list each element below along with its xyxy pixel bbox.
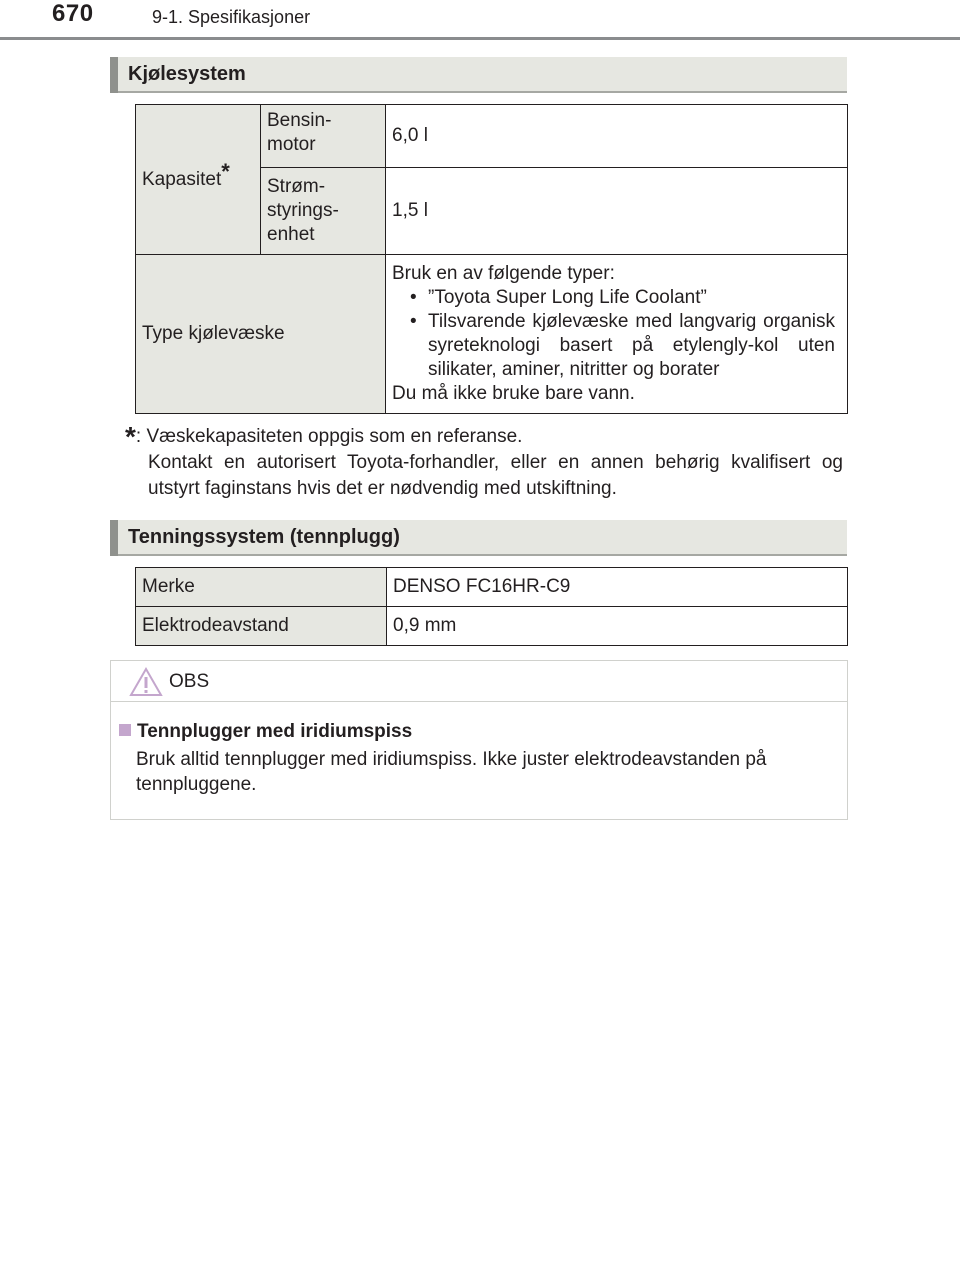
ignition-label-cell: Merke — [136, 568, 387, 607]
ignition-value-cell: 0,9 mm — [387, 607, 848, 646]
pcu-value-cell: 1,5 l — [386, 168, 848, 255]
table-row — [136, 568, 848, 607]
list-item: • ”Toyota Super Long Life Coolant” — [392, 286, 835, 310]
ignition-value-cell: DENSO FC16HR-C9 — [387, 568, 848, 607]
square-bullet-icon — [119, 724, 131, 736]
page-number: 670 — [52, 0, 94, 27]
cooling-section-title: Kjølesystem — [128, 63, 246, 85]
coolant-intro: Bruk en av følgende typer: — [392, 263, 615, 284]
capacity-asterisk: * — [221, 158, 230, 184]
ignition-spec-table — [135, 567, 848, 646]
page-header — [0, 0, 960, 42]
engine-value-cell: 6,0 l — [386, 105, 848, 168]
footnote-text: : Væskekapasiteten oppgis som en referanse. — [135, 426, 523, 447]
coolant-type-label-cell: Type kjølevæske — [136, 255, 386, 414]
notice-title — [119, 721, 412, 743]
footnote — [125, 421, 843, 502]
notice-title-text: Tennplugger med iridiumspiss — [137, 721, 413, 742]
ignition-label-cell: Elektrodeavstand — [136, 607, 387, 646]
notice-box — [110, 660, 848, 820]
notice-header — [111, 661, 847, 702]
footnote-mark: * — [125, 421, 136, 452]
notice-text: Bruk alltid tennplugger med iridiumspiss. Ikke juster elektrodeavstanden på tennpluggene. — [136, 749, 767, 795]
footnote-continuation: Kontakt en autorisert Toyota-forhandler, eller en annen behørig kvalifisert og utstyrt faginstans hvis det er nødvendig med utskiftning. — [148, 452, 843, 499]
header-divider — [0, 37, 960, 40]
notice-label: OBS — [169, 671, 210, 692]
coolant-list — [392, 286, 835, 382]
coolant-note: Du må ikke bruke bare vann. — [392, 383, 635, 404]
engine-label-cell: Bensin- motor — [261, 105, 386, 168]
table-row — [136, 607, 848, 646]
ignition-section-title: Tenningssystem (tennplugg) — [128, 526, 400, 548]
capacity-label: Kapasitet — [142, 168, 222, 190]
cooling-section-bar — [110, 57, 847, 93]
warning-triangle-icon — [129, 667, 163, 697]
pcu-label-cell: Strøm- styrings- enhet — [261, 168, 386, 255]
footnote-line — [125, 421, 843, 452]
cooling-spec-table — [135, 104, 848, 414]
capacity-label-cell — [136, 105, 261, 255]
ignition-section-bar — [110, 520, 847, 556]
list-item: • Tilsvarende kjølevæske med langvarig organisk syreteknologi basert på etylengly-kol uten silikater, aminer, nitritter og borater — [392, 310, 835, 382]
coolant-type-value-cell — [386, 255, 848, 414]
section-heading: 9-1. Spesifikasjoner — [152, 7, 311, 27]
